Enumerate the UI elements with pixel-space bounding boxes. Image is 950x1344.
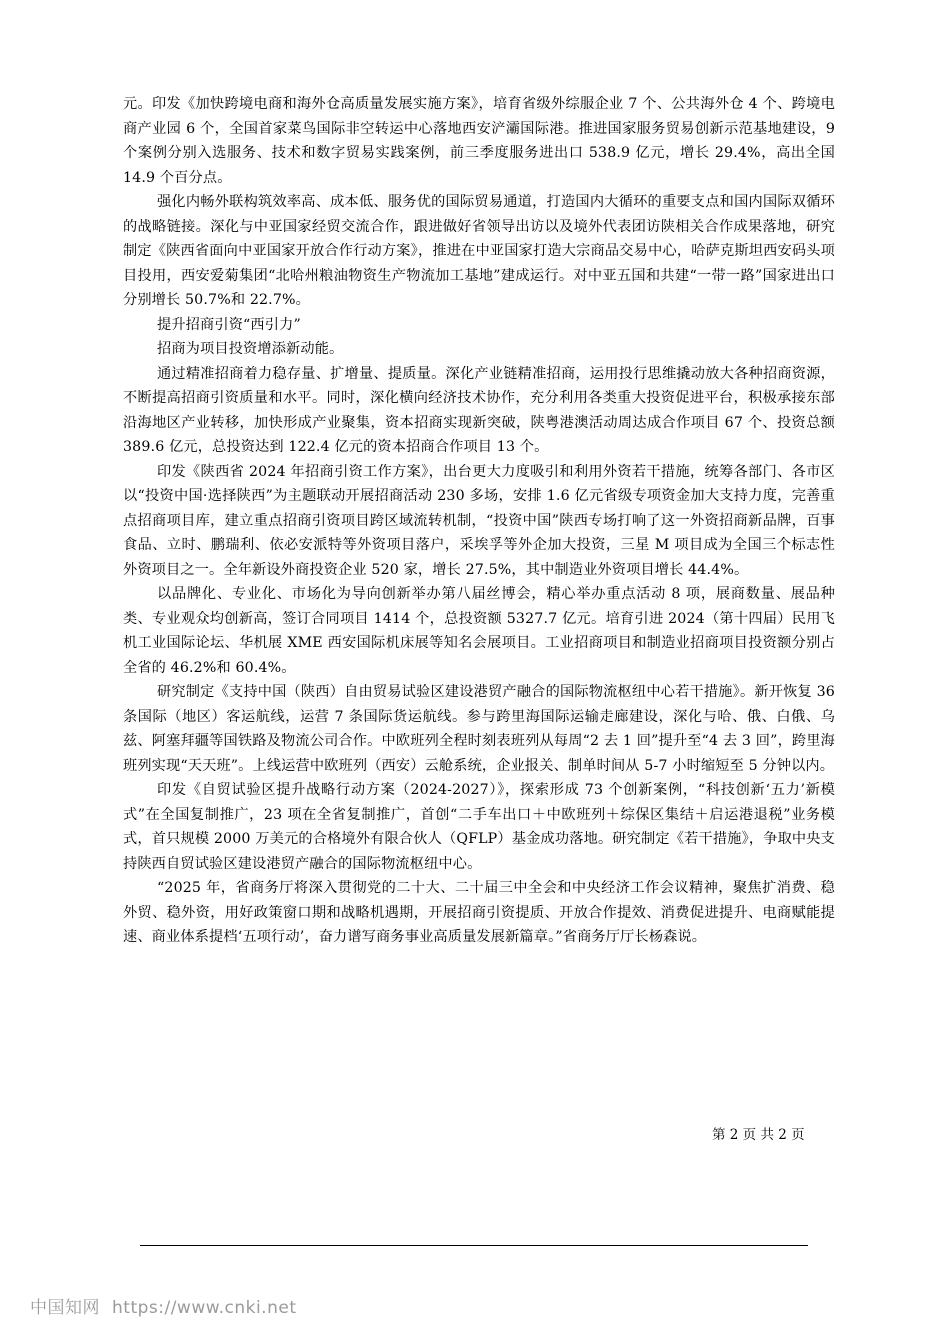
document-body <box>123 92 835 950</box>
section-heading: 提升招商引资“西引力” <box>157 316 301 333</box>
watermark-url: https://www.cnki.net <box>112 1298 297 1318</box>
paragraph-2: 强化内畅外联构筑效率高、成本低、服务优的国际贸易通道，打造国内大循环的重要支点和国内国际双循环的战略链接。深化与中亚国家经贸交流合作，跟进做好省领导出访以及境外代表团访陕相关合作成果落地，研究制定《陕西省面向中亚国家开放合作行动方案》，推进在中亚国家打造大宗商品交易中心，哈萨克斯坦西安码头项目投用，西安爱菊集团“北哈州粮油物资生产物流加工基地”建成运行。对中亚五国和共建“一带一路”国家进出口分别增长 50.7%和 22.7%。 <box>123 194 835 308</box>
paragraph-1: 元。印发《加快跨境电商和海外仓高质量发展实施方案》，培育省级外综服企业 7 个、公共海外仓 4 个、跨境电商产业园 6 个，全国首家菜鸟国际非空转运中心落地西安浐灞国际港。推进国家服务贸易创新示范基地建设，9 个案例分别入选服务、技术和数字贸易实践案例，前三季度服务进出口 538.9 亿元，增长 29.4%，高出全国 14.9 个百分点。 <box>123 96 835 186</box>
paragraph-5: 通过精准招商着力稳存量、扩增量、提质量。深化产业链精准招商，运用投行思维撬动放大各种招商资源，不断提高招商引资质量和水平。同时，深化横向经济技术协作，充分利用各类重大投资促进平台，积极承接东部沿海地区产业转移，加快形成产业聚集，资本招商实现新突破，陕粤港澳活动周达成合作项目 67 个、投资总额 389.6 亿元，总投资达到 122.4 亿元的资本招商合作项目 13 个。 <box>123 365 835 455</box>
watermark-name: 中国知网 <box>30 1298 100 1318</box>
paragraph-9: 印发《自贸试验区提升战略行动方案（2024-2027）》，探索形成 73 个创新案例，“科技创新‘五力’新模式”在全国复制推广，23 项在全省复制推广，首创“二手车出口＋中欧班列＋综保区集结＋启运港退税”业务模式，首只规模 2000 万美元的合格境外有限合伙人（QFLP）基金成功落地。研究制定《若干措施》，争取中央支持陕西自贸试验区建设港贸产融合的国际物流枢纽中心。 <box>123 782 835 872</box>
cnki-watermark <box>30 1293 296 1318</box>
footer-divider <box>140 1245 808 1246</box>
page-number: 第 2 页 共 2 页 <box>712 1127 805 1143</box>
paragraph-6: 印发《陕西省 2024 年招商引资工作方案》，出台更大力度吸引和利用外资若干措施，统筹各部门、各市区以“投资中国·选择陕西”为主题联动开展招商活动 230 多场，安排 1.6 亿元省级专项资金加大支持力度，完善重点招商项目库，建立重点招商引资项目跨区域流转机制，“投资中国”陕西专场打响了这一外资招商新品牌，百事食品、立时、鹏瑞利、依必安派特等外资项目落户，采埃孚等外企加大投资，三星 M 项目成为全国三个标志性外资项目之一。全年新设外商投资企业 520 家，增长 27.5%，其中制造业外资项目增长 44.4%。 <box>123 463 835 578</box>
paragraph-7: 以品牌化、专业化、市场化为导向创新举办第八届丝博会，精心举办重点活动 8 项，展商数量、展品种类、专业观众均创新高，签订合同项目 1414 个，总投资额 5327.7 亿元。培育引进 2024（第十四届）民用飞机工业国际论坛、华机展 XME 西安国际机床展等知名会展项目。工业招商项目和制造业招商项目投资额分别占全省的 46.2%和 60.4%。 <box>123 586 835 676</box>
quote-paragraph: “2025 年，省商务厅将深入贯彻党的二十大、二十届三中全会和中央经济工作会议精神，聚焦扩消费、稳外贸、稳外资，用好政策窗口期和战略机遇期，开展招商引资提质、开放合作提效、消费促进提升、电商赋能提速、商业体系提档‘五项行动’，奋力谱写商务事业高质量发展新篇章。”省商务厅厅长杨森说。 <box>123 880 835 945</box>
section-subheading: 招商为项目投资增添新动能。 <box>157 341 344 357</box>
paragraph-8: 研究制定《支持中国（陕西）自由贸易试验区建设港贸产融合的国际物流枢纽中心若干措施》。新开恢复 36 条国际（地区）客运航线，运营 7 条国际货运航线。参与跨里海国际运输走廊建设，深化与哈、俄、白俄、乌兹、阿塞拜疆等国铁路及物流公司合作。中欧班列全程时刻表班列从每周“2 去 1 回”提升至“4 去 3 回”，跨里海班列实现“天天班”。上线运营中欧班列（西安）云舱系统，企业报关、制单时间从 5-7 小时缩短至 5 分钟以内。 <box>123 684 835 774</box>
